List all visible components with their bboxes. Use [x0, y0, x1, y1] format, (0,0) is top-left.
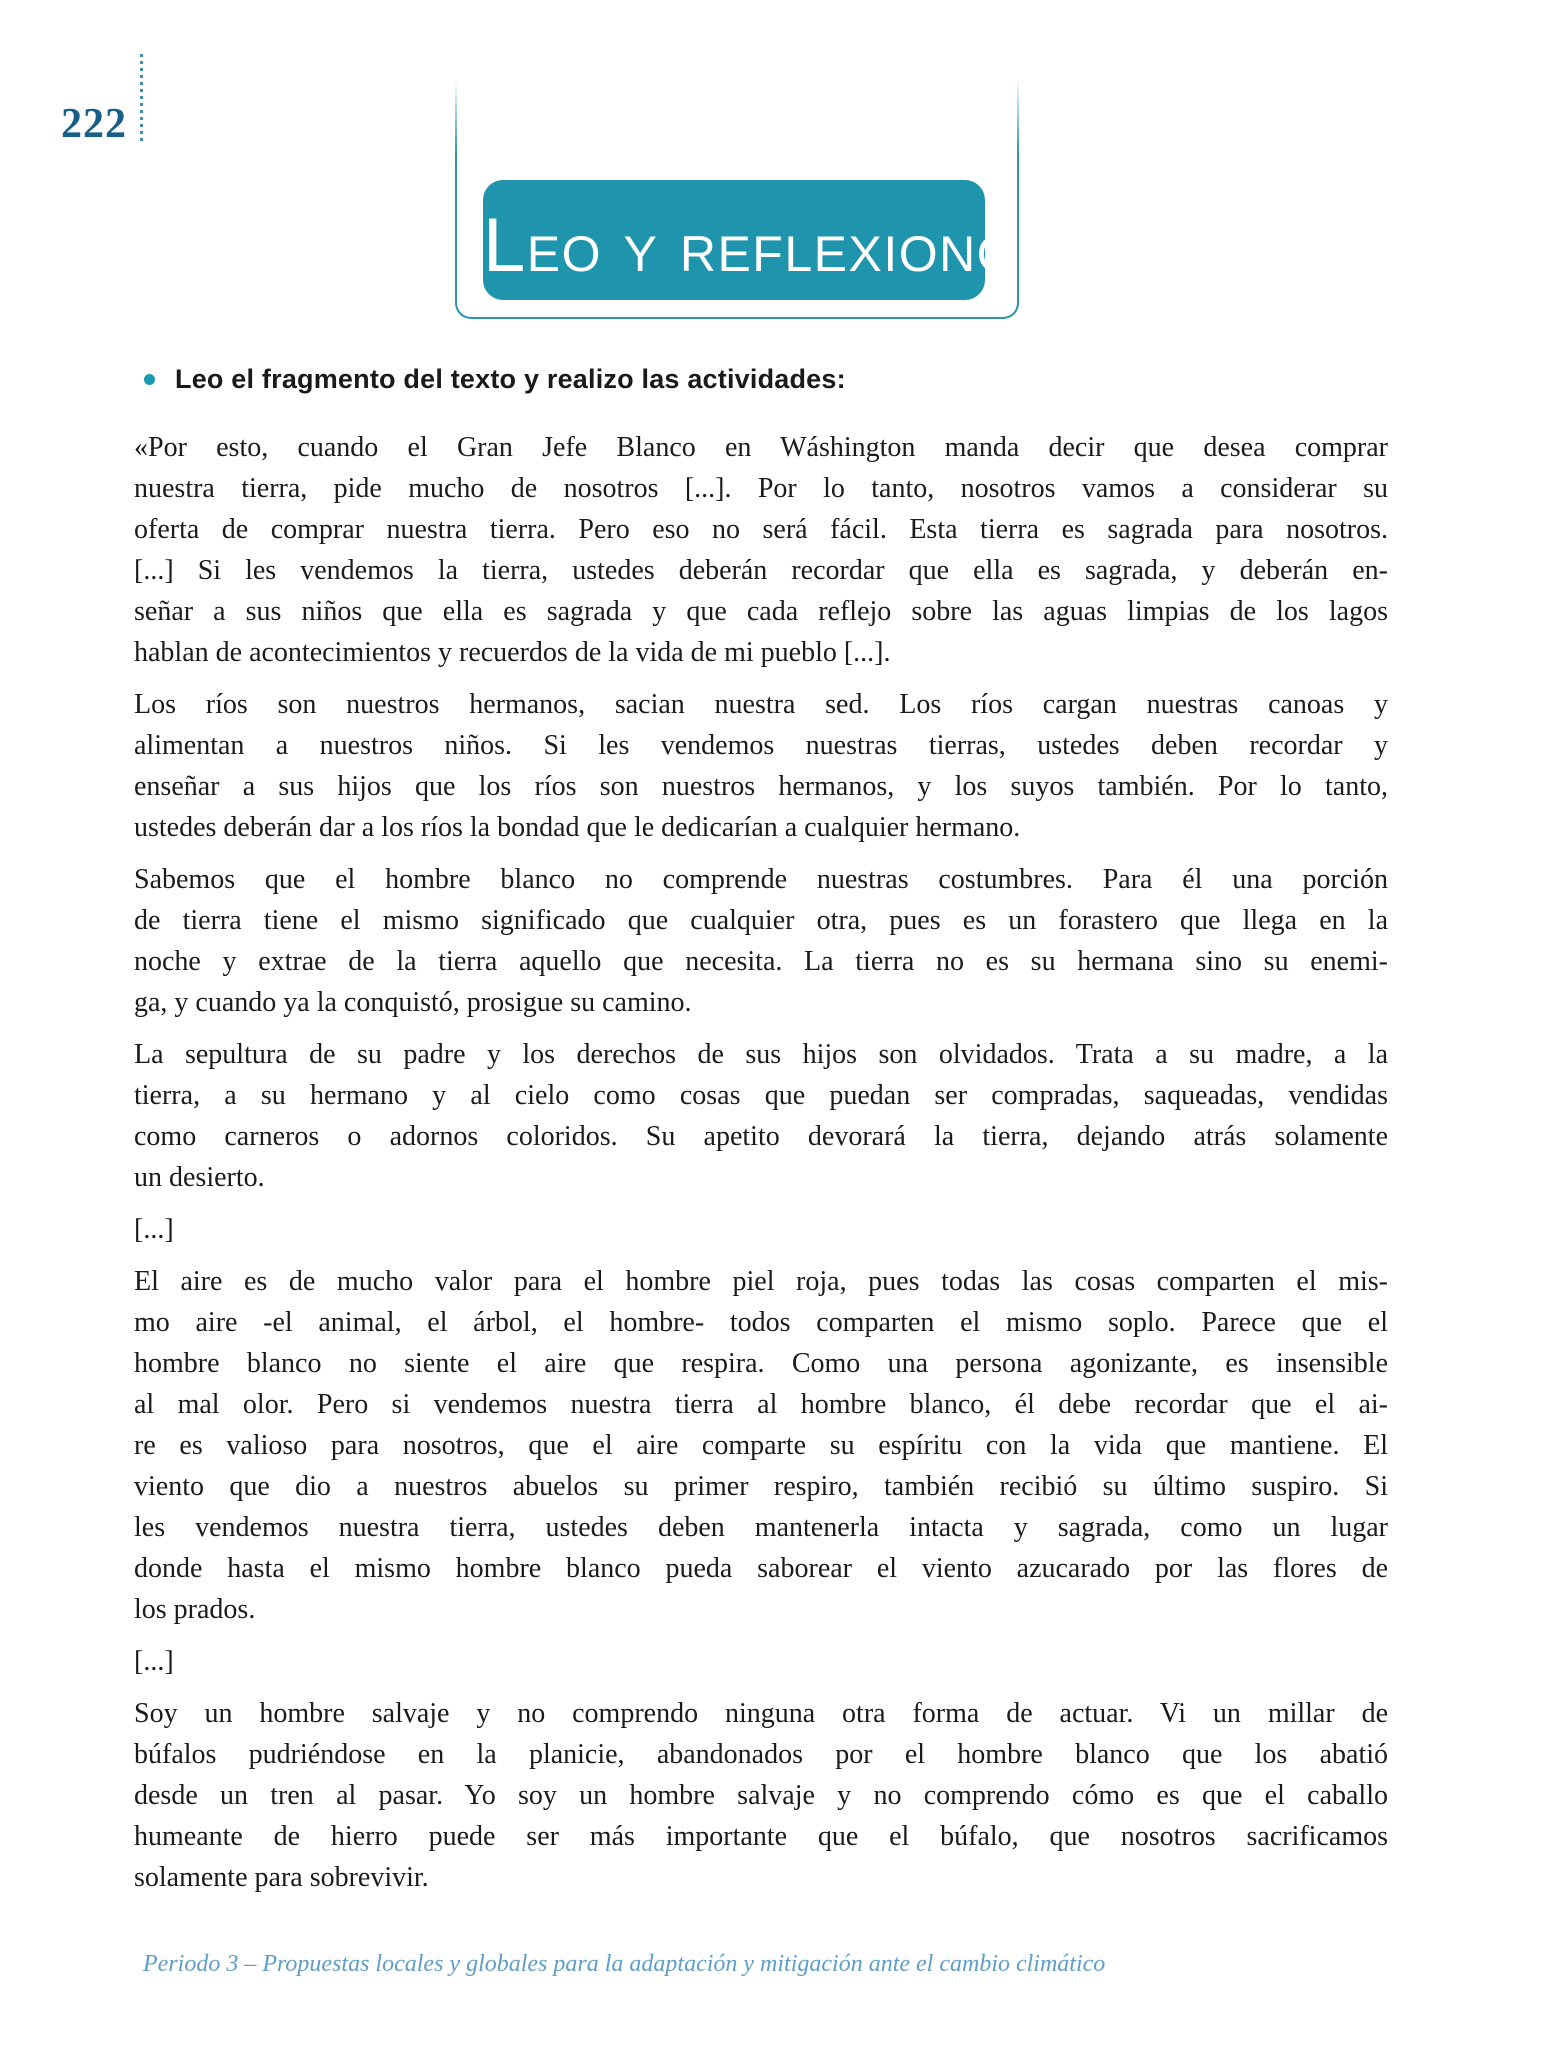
text-line: Los ríos son nuestros hermanos, sacian nuestra sed. Los ríos cargan nuestras canoas y	[134, 689, 1388, 720]
text-line: humeante de hierro puede ser más importante que el búfalo, que nosotros sacrificamos	[134, 1821, 1388, 1852]
text-line: mo aire -el animal, el árbol, el hombre- todos comparten el mismo soplo. Parece que el	[134, 1307, 1388, 1338]
text-line: búfalos pudriéndose en la planicie, abandonados por el hombre blanco que los abatió	[134, 1739, 1388, 1770]
text-line: tierra, a su hermano y al cielo como cosas que puedan ser compradas, saqueadas, vendidas	[134, 1080, 1388, 1111]
text-line: como carneros o adornos coloridos. Su apetito devorará la tierra, dejando atrás solamente	[134, 1121, 1388, 1152]
paragraph	[134, 684, 1388, 848]
text-line: [...] Si les vendemos la tierra, ustedes deberán recordar que ella es sagrada, y deberán en-	[134, 555, 1388, 586]
dotted-divider	[140, 54, 143, 144]
banner-title-rest: EO Y REFLEXIONO	[526, 226, 1018, 282]
paragraph	[134, 1261, 1388, 1630]
text-line: nuestra tierra, pide mucho de nosotros [...]. Por lo tanto, nosotros vamos a considerar su	[134, 473, 1388, 504]
text-line: enseñar a sus hijos que los ríos son nuestros hermanos, y los suyos también. Por lo tanto,	[134, 771, 1388, 802]
text-line: hombre blanco no siente el aire que respira. Como una persona agonizante, es insensible	[134, 1348, 1388, 1379]
text-line: les vendemos nuestra tierra, ustedes deben mantenerla intacta y sagrada, como un lugar	[134, 1512, 1388, 1543]
paragraph	[134, 1034, 1388, 1198]
banner-title	[483, 203, 1018, 288]
paragraph	[134, 1641, 1388, 1682]
text-line: donde hasta el mismo hombre blanco pueda saborear el viento azucarado por las flores de	[134, 1553, 1388, 1584]
reading-passage	[134, 427, 1388, 1909]
text-line: alimentan a nuestros niños. Si les vendemos nuestras tierras, ustedes deben recordar y	[134, 730, 1388, 761]
paragraph	[134, 1209, 1388, 1250]
text-line: La sepultura de su padre y los derechos de sus hijos son olvidados. Trata a su madre, a la	[134, 1039, 1388, 1070]
text-line: de tierra tiene el mismo significado que cualquier otra, pues es un forastero que llega en la	[134, 905, 1388, 936]
paragraph	[134, 427, 1388, 673]
paragraph	[134, 1693, 1388, 1898]
page-number: 222	[61, 101, 127, 147]
banner-title-initial: L	[483, 203, 527, 288]
text-line: desde un tren al pasar. Yo soy un hombre salvaje y no comprendo cómo es que el caballo	[134, 1780, 1388, 1811]
text-line: señar a sus niños que ella es sagrada y que cada reflejo sobre las aguas limpias de los lagos	[134, 596, 1388, 627]
footer-text: Periodo 3 – Propuestas locales y globales para la adaptación y mitigación ante el cambio climático	[143, 1951, 1106, 1977]
text-line: ustedes deberán dar a los ríos la bondad que le dedicarían a cualquier hermano.	[134, 812, 1021, 843]
section-banner	[483, 180, 1018, 300]
text-line: solamente para sobrevivir.	[134, 1862, 429, 1893]
text-line: Soy un hombre salvaje y no comprendo ninguna otra forma de actuar. Vi un millar de	[134, 1698, 1388, 1729]
text-line: [...]	[134, 1646, 174, 1677]
banner-frame-fade	[450, 54, 1022, 154]
text-line: re es valioso para nosotros, que el aire comparte su espíritu con la vida que mantiene. El	[134, 1430, 1388, 1461]
text-line: El aire es de mucho valor para el hombre piel roja, pues todas las cosas comparten el mis-	[134, 1266, 1388, 1297]
text-line: hablan de acontecimientos y recuerdos de la vida de mi pueblo [...].	[134, 637, 891, 668]
text-line: al mal olor. Pero si vendemos nuestra tierra al hombre blanco, él debe recordar que el ai-	[134, 1389, 1388, 1420]
text-line: «Por esto, cuando el Gran Jefe Blanco en Wáshington manda decir que desea comprar	[134, 432, 1388, 463]
text-line: Sabemos que el hombre blanco no comprende nuestras costumbres. Para él una porción	[134, 864, 1388, 895]
instruction-text: Leo el fragmento del texto y realizo las actividades:	[175, 364, 846, 394]
text-line: los prados.	[134, 1594, 256, 1625]
text-line: un desierto.	[134, 1162, 265, 1193]
text-line: oferta de comprar nuestra tierra. Pero eso no será fácil. Esta tierra es sagrada para nosotros.	[134, 514, 1388, 545]
paragraph	[134, 859, 1388, 1023]
text-line: ga, y cuando ya la conquistó, prosigue su camino.	[134, 987, 692, 1018]
text-line: [...]	[134, 1214, 174, 1245]
text-line: noche y extrae de la tierra aquello que necesita. La tierra no es su hermana sino su enemi-	[134, 946, 1388, 977]
text-line: viento que dio a nuestros abuelos su primer respiro, también recibió su último suspiro. Si	[134, 1471, 1388, 1502]
bullet-icon	[144, 374, 155, 385]
